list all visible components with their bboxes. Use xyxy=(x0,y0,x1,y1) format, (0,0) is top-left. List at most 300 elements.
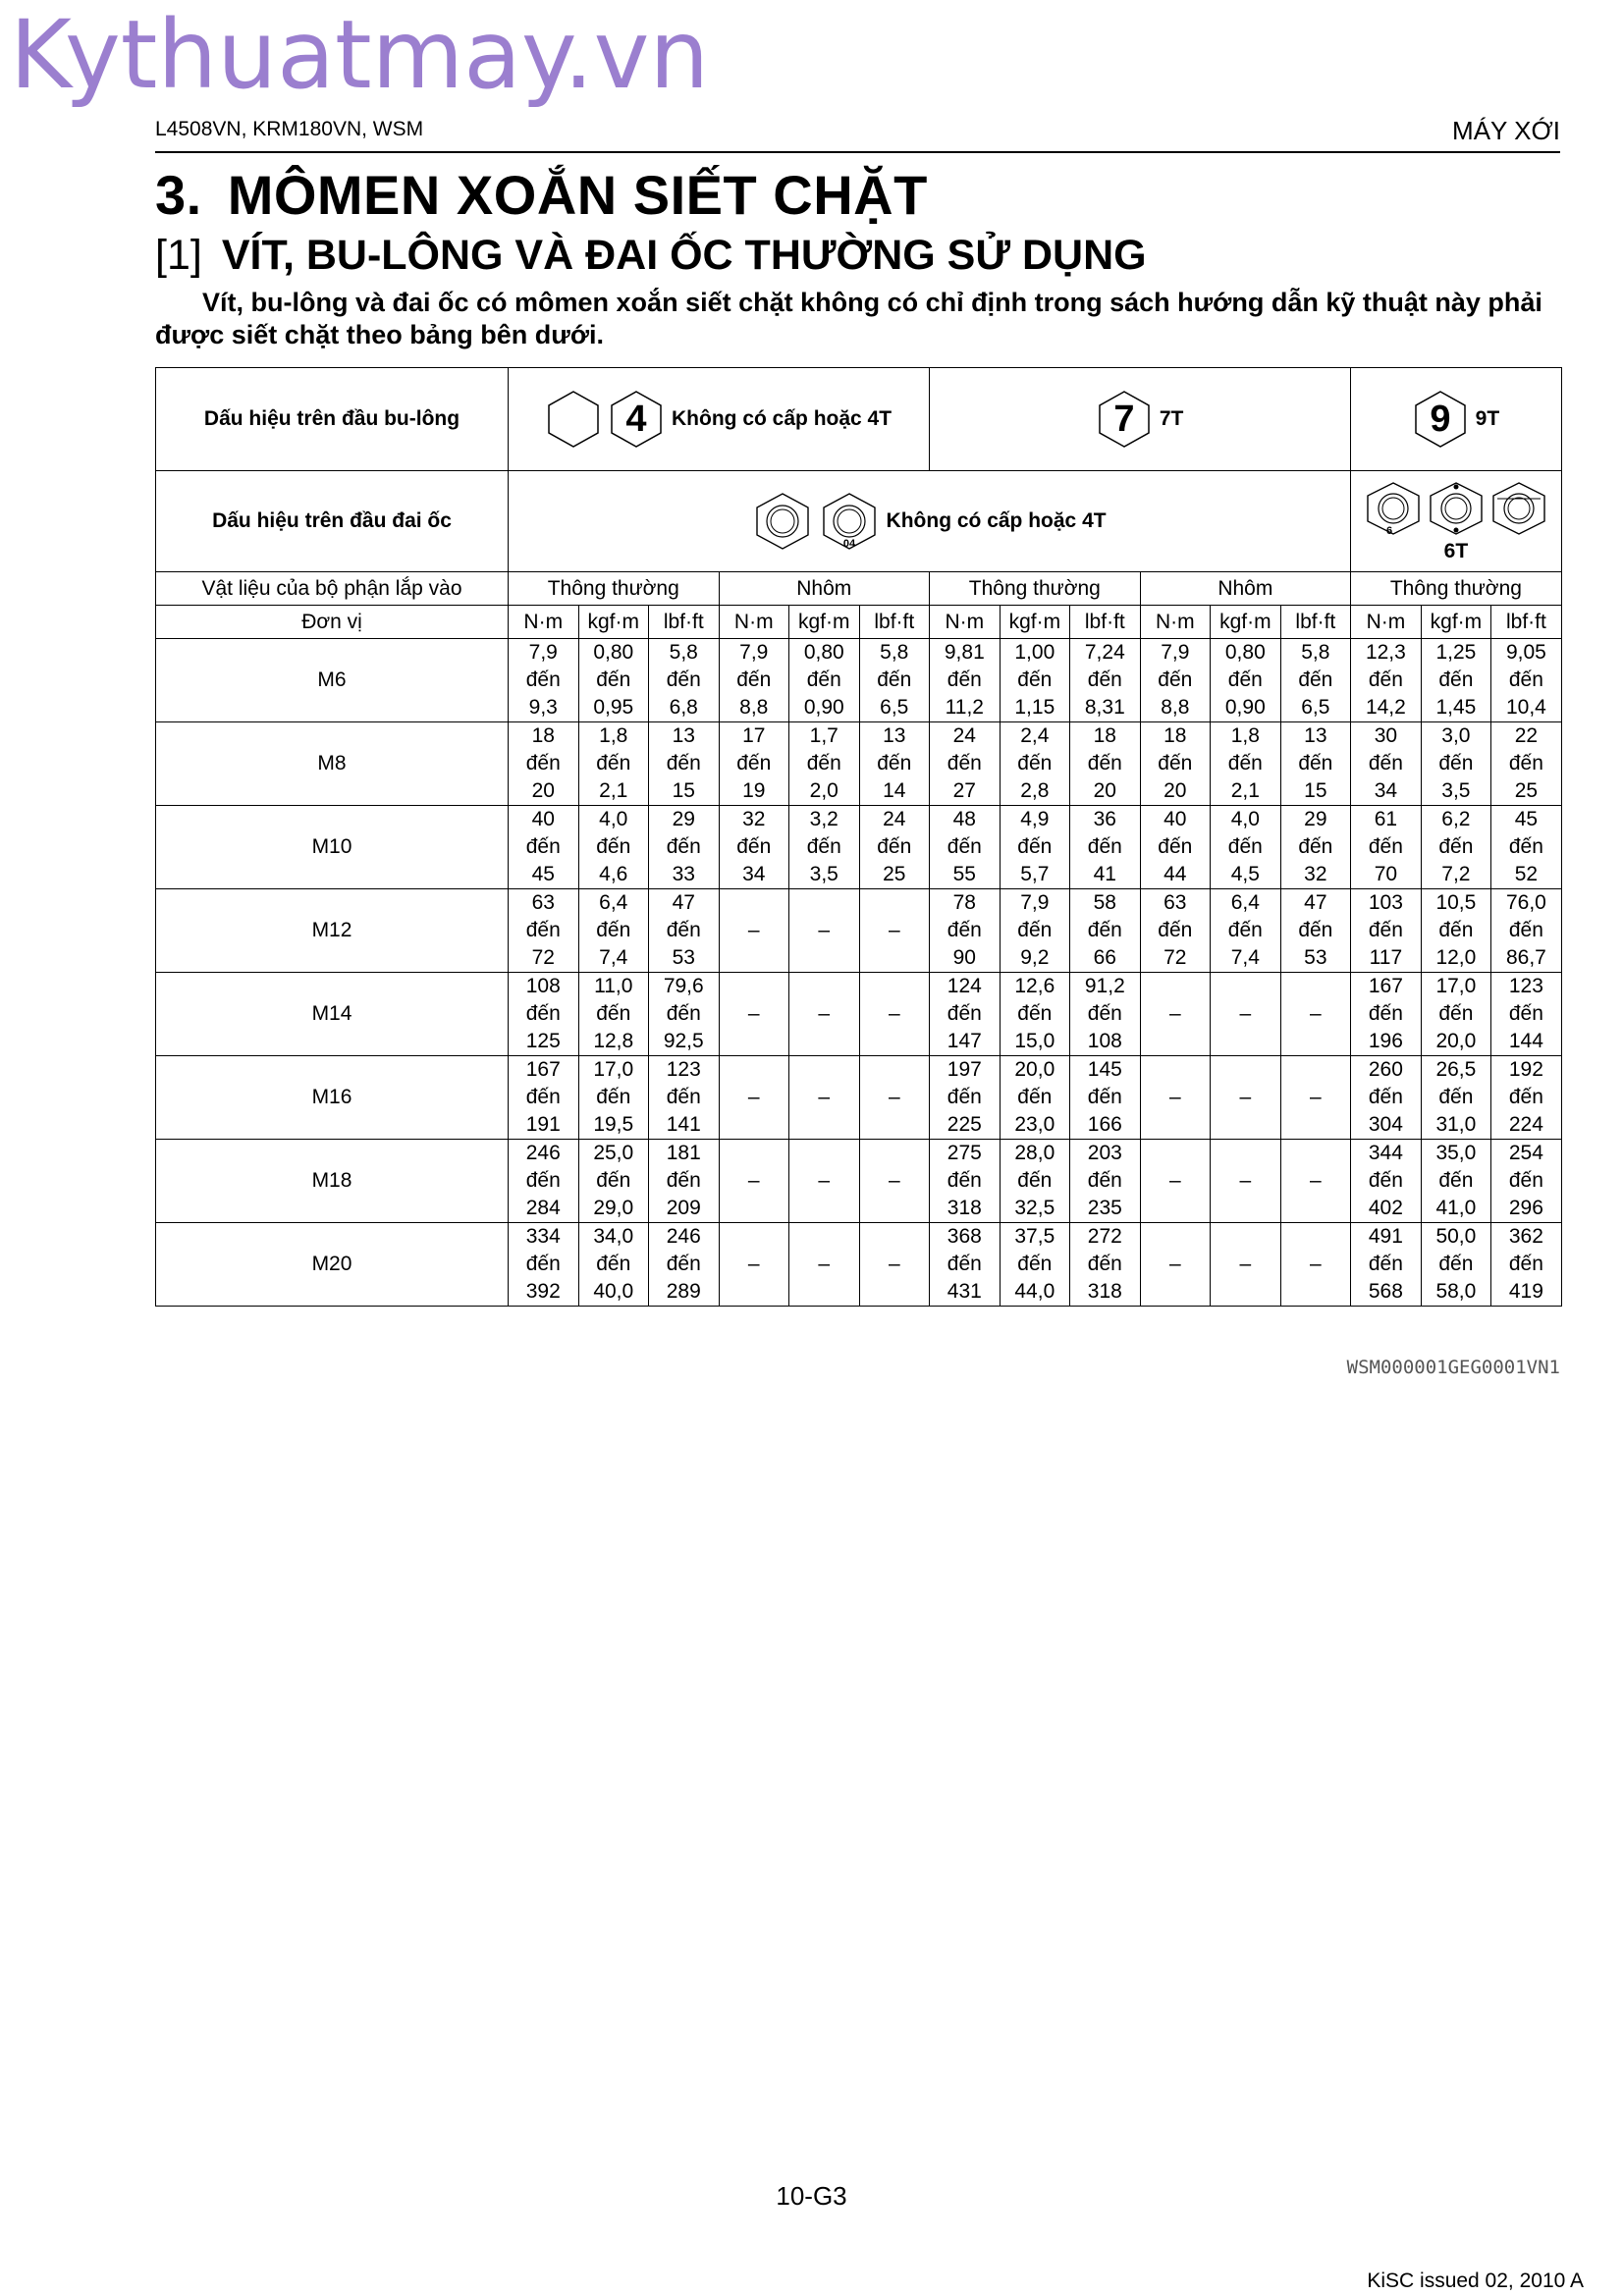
range-min: 7,9 xyxy=(528,641,558,664)
range-max: 34 xyxy=(742,863,766,885)
range-max: 23,0 xyxy=(1014,1113,1055,1136)
torque-value-cell xyxy=(1000,806,1070,889)
torque-value-cell xyxy=(1140,889,1211,973)
range-max: 191 xyxy=(525,1113,561,1136)
range-word: đến xyxy=(1438,1086,1474,1108)
plain-hex-bolt-icon xyxy=(546,389,601,450)
range-min: 197 xyxy=(947,1058,982,1081)
range-max: 419 xyxy=(1508,1280,1543,1303)
range-min: 1,8 xyxy=(1230,724,1260,747)
unit-row xyxy=(156,606,1562,639)
range-word: đến xyxy=(666,668,701,691)
torque-value-cell xyxy=(1421,722,1491,806)
range-min: 26,5 xyxy=(1435,1058,1477,1081)
range-max: 10,4 xyxy=(1505,696,1546,719)
range-min: 47 xyxy=(672,891,695,914)
range-max: 318 xyxy=(947,1197,982,1219)
range-word: đến xyxy=(1438,1253,1474,1275)
range-max: 27 xyxy=(952,779,976,802)
torque-value-cell xyxy=(1070,722,1141,806)
range-max: 289 xyxy=(666,1280,701,1303)
unit-header-cell: kgf·m xyxy=(1000,606,1070,639)
range-min: 34,0 xyxy=(593,1225,634,1248)
torque-value-cell xyxy=(1491,722,1562,806)
bolt-mark-label: Dấu hiệu trên đầu bu-lông xyxy=(156,368,509,471)
torque-value-cell xyxy=(1000,973,1070,1056)
range-word: đến xyxy=(596,668,631,691)
range-min: 1,8 xyxy=(599,724,628,747)
range-max: 7,4 xyxy=(599,946,628,969)
header-model-list: L4508VN, KRM180VN, WSM xyxy=(155,118,424,140)
range-min: 45 xyxy=(1514,808,1539,830)
torque-value-cell xyxy=(1491,1140,1562,1223)
range-min: 344 xyxy=(1368,1142,1403,1164)
range-word: đến xyxy=(1017,752,1053,774)
range-word: đến xyxy=(1087,668,1122,691)
range-max: 32,5 xyxy=(1014,1197,1055,1219)
range-max: 402 xyxy=(1368,1197,1403,1219)
torque-value-cell xyxy=(719,806,789,889)
subsection-title-text: VÍT, BU-LÔNG VÀ ĐAI ỐC THƯỜNG SỬ DỤNG xyxy=(221,232,1147,279)
range-min: 181 xyxy=(666,1142,701,1164)
issued-note: KiSC issued 02, 2010 A xyxy=(1367,2269,1584,2292)
torque-value-cell xyxy=(1280,639,1351,722)
nut-normal-text: Không có cấp hoặc 4T xyxy=(886,509,1107,532)
range-word: đến xyxy=(736,668,772,691)
torque-value-cell xyxy=(1000,889,1070,973)
range-max: 166 xyxy=(1087,1113,1122,1136)
torque-value-cell xyxy=(1491,1223,1562,1307)
range-word: đến xyxy=(1227,752,1263,774)
range-max: 45 xyxy=(531,863,555,885)
header-divider xyxy=(155,151,1560,153)
range-min: 275 xyxy=(947,1142,982,1164)
range-word: đến xyxy=(1017,1169,1053,1192)
range-min: 47 xyxy=(1304,891,1327,914)
range-max: 284 xyxy=(525,1197,561,1219)
range-max: 41 xyxy=(1093,863,1116,885)
bolt-mark-row xyxy=(156,368,1562,471)
range-max: 19 xyxy=(742,779,766,802)
range-max: 53 xyxy=(672,946,695,969)
range-min: 9,05 xyxy=(1505,641,1546,664)
range-max: 7,4 xyxy=(1230,946,1260,969)
torque-value-cell xyxy=(649,806,720,889)
range-word: đến xyxy=(806,752,841,774)
empty-value-cell: – xyxy=(1280,973,1351,1056)
range-max: 29,0 xyxy=(593,1197,634,1219)
range-word: đến xyxy=(806,668,841,691)
empty-value-cell: – xyxy=(1140,973,1211,1056)
nut-mark-row xyxy=(156,471,1562,572)
empty-value-cell: – xyxy=(789,1140,860,1223)
torque-value-cell xyxy=(1351,889,1422,973)
range-word: đến xyxy=(1298,668,1333,691)
material-cell: Thông thường xyxy=(1351,572,1562,606)
range-word: đến xyxy=(1158,919,1193,941)
range-max: 0,90 xyxy=(803,696,844,719)
torque-value-cell xyxy=(649,722,720,806)
nut-mark-normal-cell xyxy=(509,471,1351,572)
range-word: đến xyxy=(1017,1002,1053,1025)
range-word: đến xyxy=(736,752,772,774)
range-word: đến xyxy=(947,1169,982,1192)
range-min: 13 xyxy=(1304,724,1327,747)
empty-value-cell: – xyxy=(859,973,930,1056)
torque-value-cell xyxy=(1491,1056,1562,1140)
range-max: 12,0 xyxy=(1435,946,1477,969)
range-word: đến xyxy=(1368,835,1403,858)
torque-value-cell xyxy=(1351,639,1422,722)
range-word: đến xyxy=(596,835,631,858)
range-word: đến xyxy=(596,919,631,941)
torque-value-cell xyxy=(930,806,1001,889)
torque-value-cell xyxy=(1351,1140,1422,1223)
range-word: đến xyxy=(736,835,772,858)
bolt-size-cell: M8 xyxy=(156,722,509,806)
range-min: 167 xyxy=(1368,975,1403,997)
range-min: 192 xyxy=(1508,1058,1543,1081)
range-word: đến xyxy=(1368,1002,1403,1025)
range-min: 2,4 xyxy=(1020,724,1050,747)
range-min: 260 xyxy=(1368,1058,1403,1081)
range-min: 20,0 xyxy=(1014,1058,1055,1081)
range-max: 3,5 xyxy=(1441,779,1471,802)
torque-value-cell xyxy=(1070,1056,1141,1140)
table-row xyxy=(156,1140,1562,1223)
range-min: 0,80 xyxy=(593,641,634,664)
bolt-glyph-9: 9 xyxy=(1430,399,1451,440)
bolt-mark-grade9-cell xyxy=(1351,368,1562,471)
torque-value-cell xyxy=(509,806,579,889)
range-min: 5,8 xyxy=(880,641,909,664)
range-max: 41,0 xyxy=(1435,1197,1477,1219)
torque-value-cell xyxy=(1351,1056,1422,1140)
range-max: 40,0 xyxy=(593,1280,634,1303)
empty-value-cell: – xyxy=(1140,1056,1211,1140)
range-min: 37,5 xyxy=(1014,1225,1055,1248)
range-min: 145 xyxy=(1087,1058,1122,1081)
range-word: đến xyxy=(1508,1086,1543,1108)
range-word: đến xyxy=(1158,835,1193,858)
range-min: 35,0 xyxy=(1435,1142,1477,1164)
range-word: đến xyxy=(596,1169,631,1192)
unit-header-cell: lbf·ft xyxy=(1280,606,1351,639)
range-max: 53 xyxy=(1304,946,1327,969)
range-min: 491 xyxy=(1368,1225,1403,1248)
range-min: 246 xyxy=(666,1225,701,1248)
range-max: 31,0 xyxy=(1435,1113,1477,1136)
range-word: đến xyxy=(1227,919,1263,941)
bolt-glyph-4: 4 xyxy=(625,399,647,440)
empty-value-cell: – xyxy=(719,889,789,973)
range-word: đến xyxy=(947,919,982,941)
torque-value-cell xyxy=(1000,1223,1070,1307)
unit-header-cell: lbf·ft xyxy=(649,606,720,639)
range-max: 8,31 xyxy=(1084,696,1125,719)
range-word: đến xyxy=(1017,1253,1053,1275)
range-word: đến xyxy=(525,1169,561,1192)
torque-value-cell xyxy=(930,1223,1001,1307)
range-max: 224 xyxy=(1508,1113,1543,1136)
range-min: 40 xyxy=(531,808,555,830)
range-max: 6,8 xyxy=(669,696,698,719)
range-word: đến xyxy=(1158,668,1193,691)
unit-header-cell: N·m xyxy=(1140,606,1211,639)
torque-value-cell xyxy=(1140,806,1211,889)
table-row xyxy=(156,806,1562,889)
torque-value-cell xyxy=(1491,889,1562,973)
range-word: đến xyxy=(1158,752,1193,774)
range-word: đến xyxy=(947,835,982,858)
bolt-size-cell: M20 xyxy=(156,1223,509,1307)
range-min: 103 xyxy=(1368,891,1403,914)
table-row xyxy=(156,1056,1562,1140)
range-max: 86,7 xyxy=(1505,946,1546,969)
subsection-title xyxy=(155,232,1147,280)
torque-value-cell xyxy=(578,973,649,1056)
range-max: 52 xyxy=(1514,863,1539,885)
material-label: Vật liệu của bộ phận lắp vào xyxy=(156,572,509,606)
range-word: đến xyxy=(947,1086,982,1108)
range-max: 15 xyxy=(672,779,695,802)
range-min: 7,9 xyxy=(739,641,769,664)
torque-value-cell xyxy=(1070,639,1141,722)
range-max: 117 xyxy=(1369,946,1403,969)
range-word: đến xyxy=(947,1253,982,1275)
range-word: đến xyxy=(1508,1002,1543,1025)
range-max: 20 xyxy=(531,779,555,802)
torque-value-cell xyxy=(1070,806,1141,889)
range-word: đến xyxy=(1087,1002,1122,1025)
table-row xyxy=(156,639,1562,722)
bolt-size-cell: M10 xyxy=(156,806,509,889)
range-max: 15 xyxy=(1304,779,1327,802)
range-max: 4,6 xyxy=(599,863,628,885)
range-word: đến xyxy=(1298,752,1333,774)
range-min: 10,5 xyxy=(1435,891,1477,914)
torque-value-cell xyxy=(1211,889,1281,973)
torque-value-cell xyxy=(1070,1140,1141,1223)
range-min: 5,8 xyxy=(1301,641,1330,664)
unit-header-cell: lbf·ft xyxy=(1070,606,1141,639)
range-word: đến xyxy=(1017,919,1053,941)
torque-value-cell xyxy=(509,639,579,722)
torque-value-cell xyxy=(789,722,860,806)
range-word: đến xyxy=(1508,668,1543,691)
range-word: đến xyxy=(1368,919,1403,941)
nut-mark-label: Dấu hiệu trên đầu đai ốc xyxy=(156,471,509,572)
torque-value-cell xyxy=(930,889,1001,973)
range-min: 362 xyxy=(1508,1225,1543,1248)
range-max: 72 xyxy=(1163,946,1187,969)
range-max: 11,2 xyxy=(945,696,984,719)
range-min: 78 xyxy=(952,891,976,914)
torque-value-cell xyxy=(1000,1056,1070,1140)
material-cell: Nhôm xyxy=(719,572,930,606)
hex-bolt-9-icon xyxy=(1413,389,1468,450)
range-min: 13 xyxy=(883,724,906,747)
range-min: 24 xyxy=(883,808,906,830)
range-word: đến xyxy=(1298,835,1333,858)
torque-value-cell xyxy=(1211,722,1281,806)
range-min: 7,9 xyxy=(1020,891,1050,914)
range-word: đến xyxy=(666,1253,701,1275)
range-min: 203 xyxy=(1087,1142,1122,1164)
torque-value-cell xyxy=(509,973,579,1056)
range-max: 20,0 xyxy=(1435,1030,1477,1052)
torque-value-cell xyxy=(1421,1223,1491,1307)
range-word: đến xyxy=(525,752,561,774)
range-max: 72 xyxy=(531,946,555,969)
table-row xyxy=(156,1223,1562,1307)
range-word: đến xyxy=(666,919,701,941)
torque-value-cell xyxy=(578,889,649,973)
range-min: 17 xyxy=(742,724,766,747)
range-max: 58,0 xyxy=(1435,1280,1477,1303)
torque-value-cell xyxy=(578,806,649,889)
bolt-grade4-text: Không có cấp hoặc 4T xyxy=(672,407,893,430)
range-word: đến xyxy=(947,752,982,774)
torque-value-cell xyxy=(930,639,1001,722)
torque-value-cell xyxy=(1421,1140,1491,1223)
range-word: đến xyxy=(806,835,841,858)
unit-header-cell: lbf·ft xyxy=(859,606,930,639)
torque-value-cell xyxy=(1070,973,1141,1056)
section-title-text: MÔMEN XOẮN SIẾT CHẶT xyxy=(227,164,928,226)
range-min: 13 xyxy=(672,724,695,747)
torque-value-cell xyxy=(578,722,649,806)
range-word: đến xyxy=(1368,752,1403,774)
hex-bolt-4-icon xyxy=(609,389,664,450)
material-row xyxy=(156,572,1562,606)
unit-header-cell: N·m xyxy=(509,606,579,639)
empty-value-cell: – xyxy=(719,1056,789,1140)
range-max: 1,15 xyxy=(1014,696,1055,719)
range-max: 44,0 xyxy=(1014,1280,1055,1303)
range-word: đến xyxy=(596,1086,631,1108)
range-max: 9,3 xyxy=(528,696,558,719)
torque-value-cell xyxy=(1351,973,1422,1056)
torque-value-cell xyxy=(1491,973,1562,1056)
range-word: đến xyxy=(525,1002,561,1025)
bolt-mark-grade7-cell xyxy=(930,368,1351,471)
range-word: đến xyxy=(1438,752,1474,774)
empty-value-cell: – xyxy=(1211,1223,1281,1307)
range-max: 20 xyxy=(1163,779,1187,802)
range-min: 91,2 xyxy=(1084,975,1125,997)
range-min: 32 xyxy=(742,808,766,830)
torque-value-cell xyxy=(719,639,789,722)
range-max: 108 xyxy=(1087,1030,1122,1052)
nut-grade6-text: 6T xyxy=(1443,540,1469,562)
range-word: đến xyxy=(1368,1169,1403,1192)
unit-label: Đơn vị xyxy=(156,606,509,639)
range-max: 34 xyxy=(1374,779,1398,802)
range-min: 0,80 xyxy=(803,641,844,664)
empty-value-cell: – xyxy=(1140,1223,1211,1307)
range-word: đến xyxy=(525,668,561,691)
torque-value-cell xyxy=(509,1056,579,1140)
empty-value-cell: – xyxy=(789,1056,860,1140)
range-word: đến xyxy=(1508,1253,1543,1275)
range-max: 4,5 xyxy=(1230,863,1260,885)
torque-value-cell xyxy=(1280,889,1351,973)
range-max: 15,0 xyxy=(1014,1030,1055,1052)
range-min: 17,0 xyxy=(593,1058,634,1081)
nut-dotted-icon xyxy=(1427,479,1486,540)
empty-value-cell: – xyxy=(859,889,930,973)
torque-value-cell xyxy=(1421,639,1491,722)
empty-value-cell: – xyxy=(789,1223,860,1307)
range-max: 6,5 xyxy=(880,696,909,719)
torque-value-cell xyxy=(509,889,579,973)
empty-value-cell: – xyxy=(1280,1140,1351,1223)
document-code: WSM000001GEG0001VN1 xyxy=(1346,1357,1560,1378)
range-word: đến xyxy=(596,1002,631,1025)
range-min: 7,9 xyxy=(1161,641,1190,664)
range-max: 209 xyxy=(666,1197,701,1219)
range-max: 141 xyxy=(666,1113,701,1136)
unit-header-cell: N·m xyxy=(930,606,1001,639)
range-min: 6,4 xyxy=(1230,891,1260,914)
torque-value-cell xyxy=(649,973,720,1056)
range-min: 3,0 xyxy=(1441,724,1471,747)
table-row xyxy=(156,889,1562,973)
range-max: 304 xyxy=(1368,1113,1403,1136)
range-max: 14,2 xyxy=(1365,696,1406,719)
range-min: 79,6 xyxy=(663,975,704,997)
material-cell: Thông thường xyxy=(930,572,1141,606)
empty-value-cell: – xyxy=(1280,1223,1351,1307)
range-max: 8,8 xyxy=(739,696,769,719)
range-min: 9,81 xyxy=(944,641,985,664)
empty-value-cell: – xyxy=(1211,973,1281,1056)
torque-value-cell xyxy=(1211,639,1281,722)
range-min: 1,00 xyxy=(1014,641,1055,664)
range-word: đến xyxy=(947,668,982,691)
torque-value-cell xyxy=(649,639,720,722)
range-word: đến xyxy=(1508,1169,1543,1192)
nut-chamfered-icon xyxy=(1489,479,1548,540)
range-min: 108 xyxy=(525,975,561,997)
range-max: 0,95 xyxy=(593,696,634,719)
unit-header-cell: kgf·m xyxy=(1211,606,1281,639)
bolt-mark-grade4-cell xyxy=(509,368,930,471)
range-word: đến xyxy=(1438,1002,1474,1025)
range-min: 7,24 xyxy=(1084,641,1125,664)
range-word: đến xyxy=(1368,1253,1403,1275)
range-min: 5,8 xyxy=(669,641,698,664)
torque-value-cell xyxy=(789,639,860,722)
range-min: 61 xyxy=(1374,808,1398,830)
range-max: 70 xyxy=(1374,863,1398,885)
range-min: 4,9 xyxy=(1020,808,1050,830)
bolt-size-cell: M14 xyxy=(156,973,509,1056)
page-number: 10-G3 xyxy=(776,2181,847,2211)
table-row xyxy=(156,722,1562,806)
torque-value-cell xyxy=(789,806,860,889)
range-min: 11,0 xyxy=(594,975,633,997)
torque-value-cell xyxy=(649,1140,720,1223)
range-word: đến xyxy=(877,752,912,774)
torque-value-cell xyxy=(859,722,930,806)
range-min: 18 xyxy=(1093,724,1116,747)
torque-value-cell xyxy=(578,1223,649,1307)
torque-value-cell xyxy=(509,1140,579,1223)
range-min: 4,0 xyxy=(1230,808,1260,830)
torque-value-cell xyxy=(1280,806,1351,889)
